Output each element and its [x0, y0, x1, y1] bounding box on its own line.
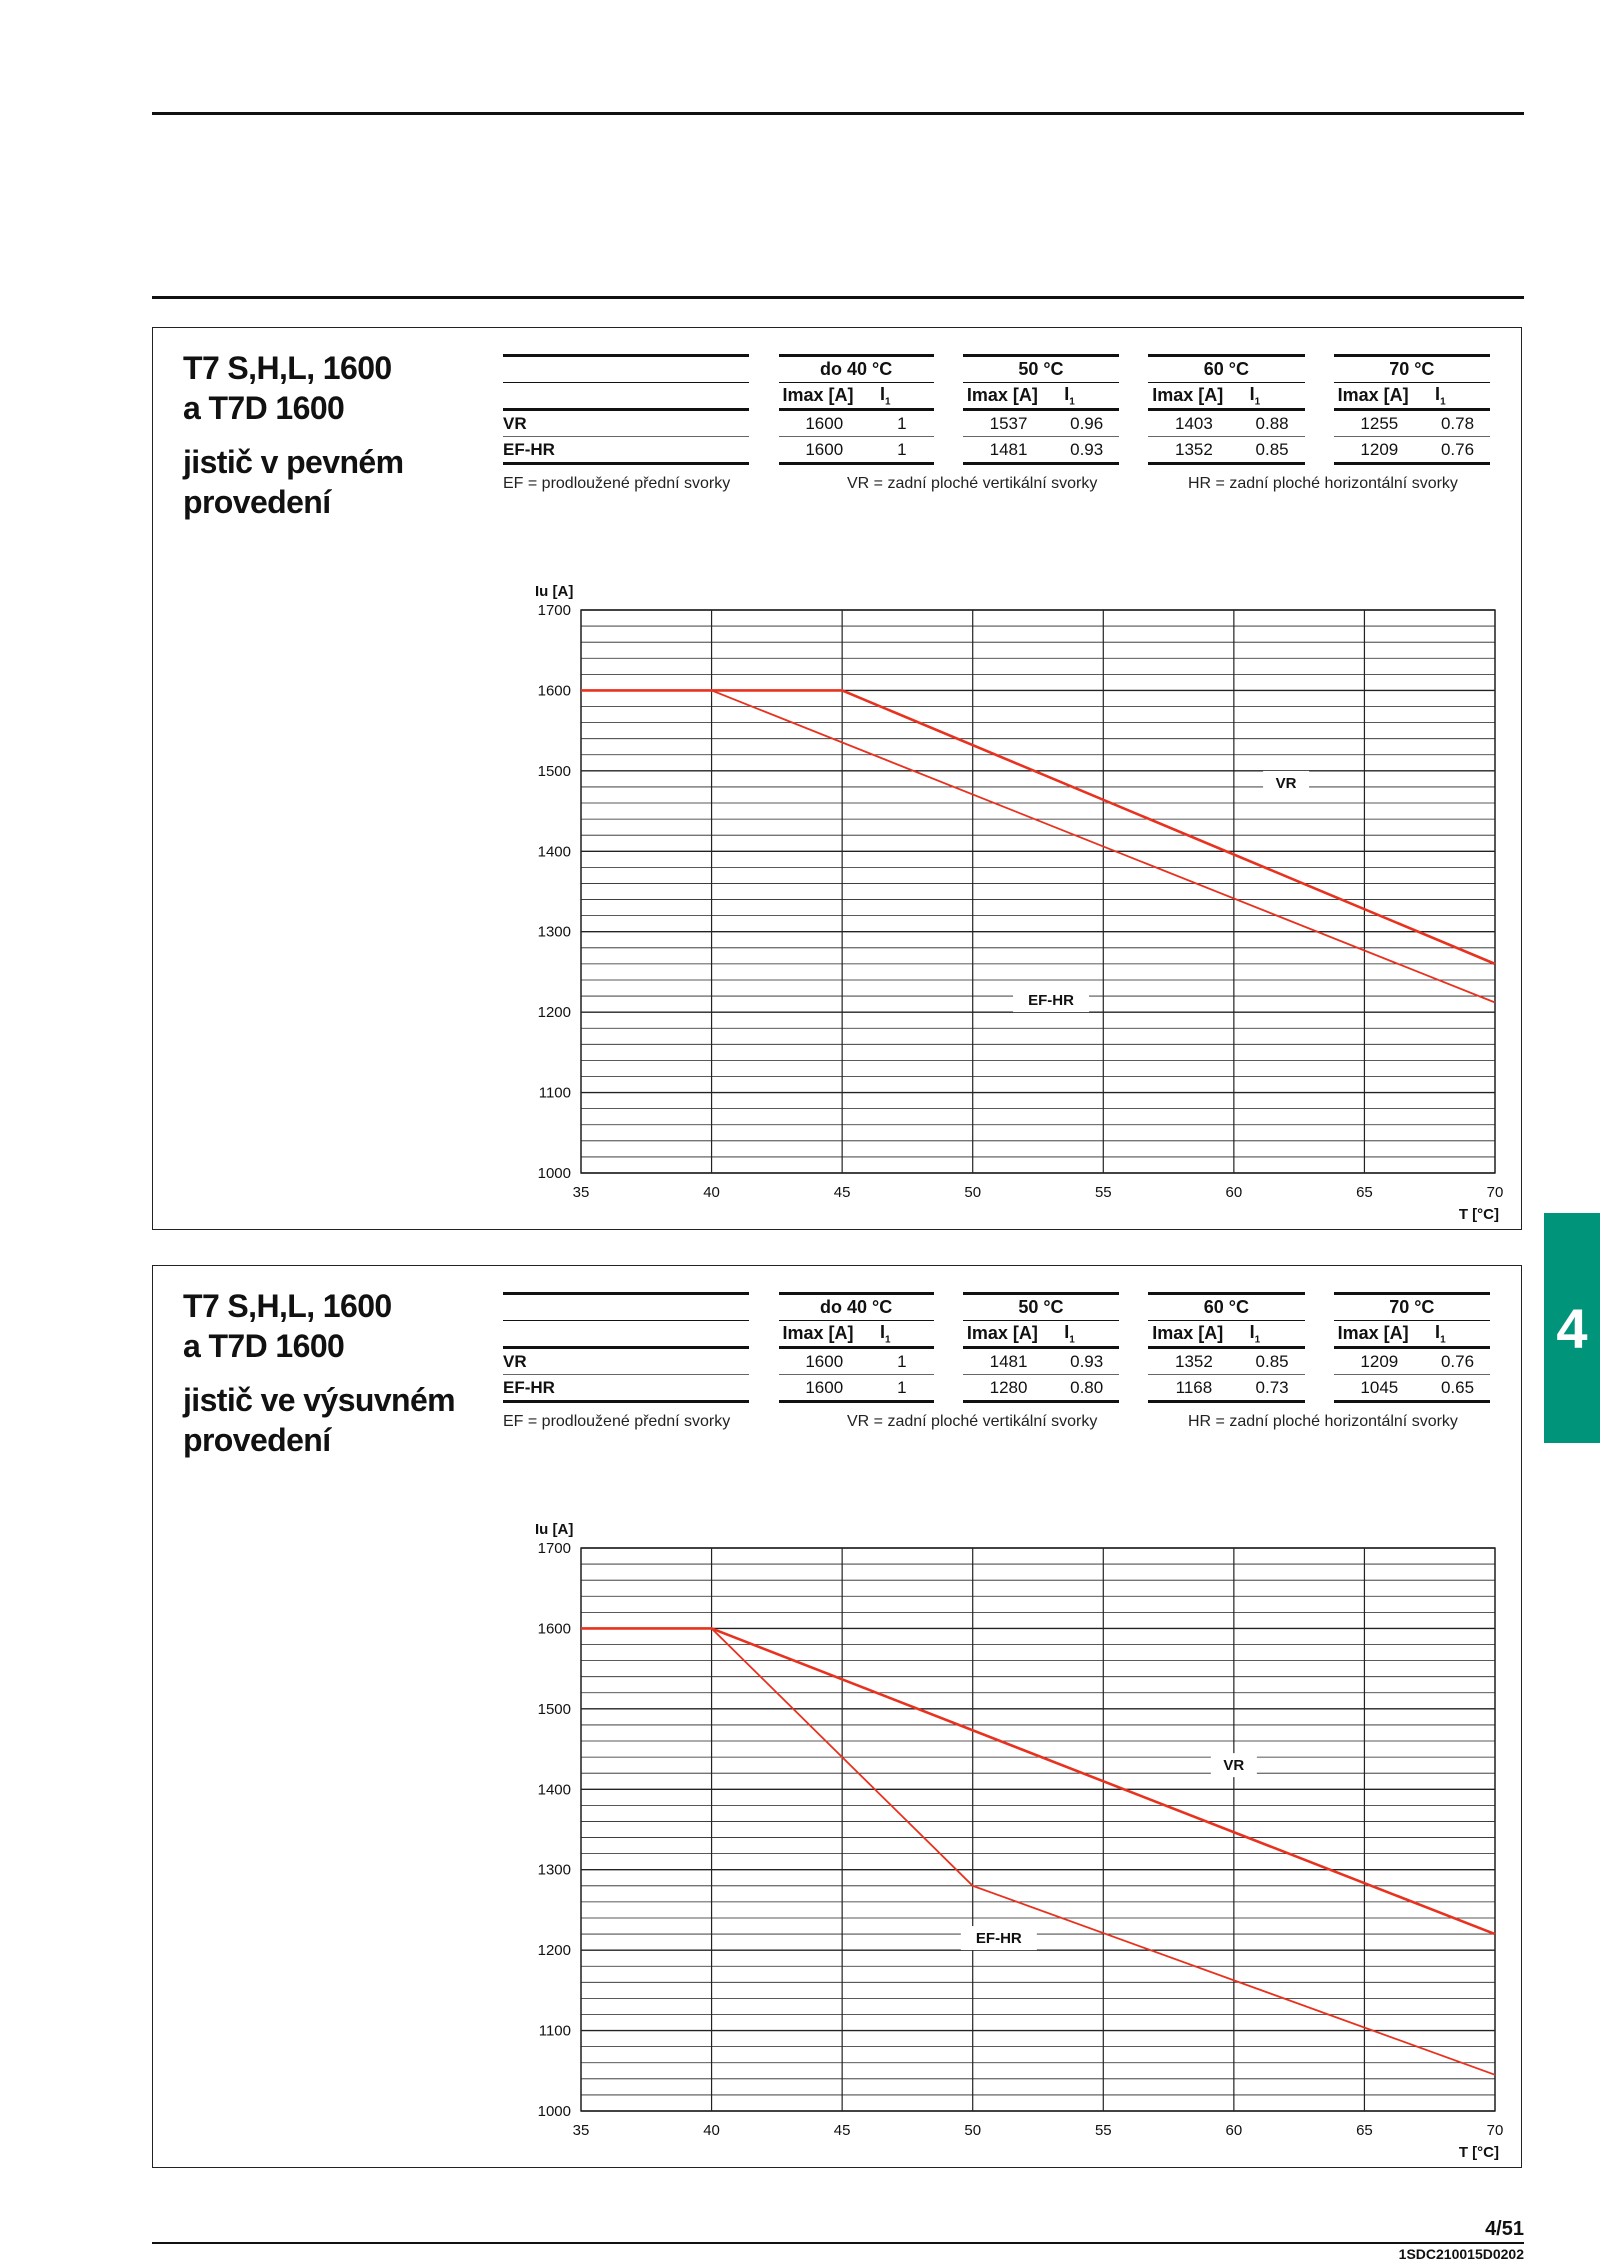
- i1-value: 0.65: [1425, 1375, 1490, 1402]
- imax-value: 1045: [1334, 1375, 1425, 1402]
- x-tick-label: 40: [703, 2122, 720, 2139]
- i1-value: 0.76: [1425, 437, 1490, 464]
- x-tick-label: 45: [833, 1184, 851, 1201]
- top-rule: [152, 112, 1524, 115]
- i1-subscript: 1: [1069, 396, 1075, 408]
- plot-group: [535, 1521, 1503, 2161]
- plot-frame: [581, 610, 1495, 1173]
- imax-value: 1255: [1334, 410, 1425, 437]
- i1-value: 0.80: [1054, 1375, 1119, 1402]
- temperature-header: 50 °C: [963, 1294, 1119, 1321]
- i1-value: 0.85: [1240, 437, 1305, 464]
- i1-value: 0.73: [1240, 1375, 1305, 1402]
- footer-rule: [152, 2242, 1524, 2244]
- terminal-note: VR = zadní ploché vertikální svorky: [847, 475, 1098, 492]
- i1-value: 1: [870, 437, 934, 464]
- i1-subscript: 1: [884, 396, 891, 408]
- x-tick-label: 50: [964, 1184, 982, 1201]
- y-tick-label: 1100: [538, 1084, 571, 1102]
- rating-table: [503, 354, 1490, 465]
- i1-value: 0.85: [1240, 1348, 1305, 1375]
- derating-chart: [493, 1504, 1504, 2161]
- temperature-header: do 40 °C: [779, 1294, 934, 1321]
- i1-header: [1425, 1321, 1490, 1348]
- chart-svg: [493, 1504, 1504, 2161]
- x-tick-label: 40: [703, 1184, 720, 1201]
- y-axis-label: Iu [A]: [535, 583, 574, 600]
- i1-header: [1054, 1321, 1119, 1348]
- chart-svg: [493, 566, 1504, 1223]
- y-tick-label: 1300: [537, 923, 571, 941]
- imax-header: Imax [A]: [1334, 1321, 1425, 1348]
- y-tick-label: 1700: [537, 602, 571, 619]
- series-label: VR: [1223, 1757, 1245, 1775]
- series-line-ef-hr: [581, 1628, 1495, 2074]
- i1-symbol: I: [1435, 1321, 1441, 1342]
- x-tick-label: 55: [1094, 2122, 1112, 2139]
- y-tick-label: 1200: [537, 1004, 571, 1022]
- i1-value: 1: [870, 1348, 934, 1375]
- imax-value: 1481: [963, 1348, 1054, 1375]
- imax-header: Imax [A]: [963, 383, 1054, 410]
- row-label: VR: [503, 410, 749, 437]
- panel-title: [183, 1286, 483, 1460]
- i1-header: [1240, 383, 1305, 410]
- y-tick-label: 1200: [537, 1942, 571, 1960]
- rating-table: [503, 1292, 1490, 1403]
- x-tick-label: 55: [1094, 1184, 1112, 1201]
- imax-header: Imax [A]: [779, 383, 870, 410]
- y-tick-label: 1100: [538, 2022, 571, 2040]
- x-axis-label: T [°C]: [1458, 2144, 1499, 2161]
- imax-header: Imax [A]: [779, 1321, 870, 1348]
- title-line: a T7D 1600: [183, 1328, 345, 1364]
- table-row: [503, 1348, 1490, 1375]
- x-tick-label: 45: [833, 2122, 851, 2139]
- y-tick-label: 1500: [537, 762, 571, 780]
- title-line: T7 S,H,L, 1600: [183, 1288, 392, 1324]
- i1-symbol: I: [879, 383, 885, 404]
- page-number: 4/51: [1485, 2218, 1524, 2240]
- imax-value: 1537: [963, 410, 1054, 437]
- row-label: VR: [503, 1348, 749, 1375]
- series-line-vr: [581, 1628, 1495, 1934]
- x-tick-label: 35: [572, 2122, 590, 2139]
- i1-header: [1054, 383, 1119, 410]
- y-axis-label: Iu [A]: [535, 1521, 574, 1538]
- x-tick-label: 70: [1486, 1184, 1504, 1201]
- temperature-header: 60 °C: [1148, 1294, 1304, 1321]
- terminal-note: EF = prodloužené přední svorky: [503, 475, 731, 492]
- i1-symbol: I: [1249, 383, 1255, 404]
- i1-value: 1: [870, 410, 934, 437]
- document-code: 1SDC210015D0202: [1398, 2246, 1524, 2262]
- imax-value: 1280: [963, 1375, 1054, 1402]
- terminal-note: EF = prodloužené přední svorky: [503, 1413, 731, 1430]
- terminal-note: HR = zadní ploché horizontální svorky: [1188, 1413, 1458, 1430]
- derating-panel: [152, 327, 1522, 1230]
- imax-value: 1600: [779, 1375, 870, 1402]
- table-subheader-row: [503, 383, 1490, 410]
- table-row: [503, 437, 1490, 464]
- i1-subscript: 1: [1440, 396, 1446, 408]
- subtitle-line: jistič v pevném: [183, 444, 404, 480]
- imax-value: 1600: [779, 437, 870, 464]
- y-tick-label: 1400: [537, 1781, 571, 1799]
- y-tick-label: 1000: [537, 2103, 571, 2120]
- subtitle-line: jistič ve výsuvném: [183, 1382, 456, 1418]
- x-tick-label: 65: [1356, 2122, 1373, 2139]
- y-tick-label: 1400: [537, 843, 571, 861]
- x-tick-label: 70: [1486, 2122, 1504, 2139]
- i1-header: [870, 383, 934, 410]
- table-subheader-row: [503, 1321, 1490, 1348]
- imax-value: 1352: [1148, 437, 1239, 464]
- terminal-note: HR = zadní ploché horizontální svorky: [1188, 475, 1458, 492]
- i1-subscript: 1: [1254, 396, 1261, 408]
- y-tick-label: 1500: [537, 1700, 571, 1718]
- temperature-header: 70 °C: [1334, 356, 1490, 383]
- imax-value: 1209: [1334, 1348, 1425, 1375]
- table-row: [503, 1375, 1490, 1402]
- imax-value: 1481: [963, 437, 1054, 464]
- y-tick-label: 1000: [537, 1165, 571, 1182]
- i1-value: 0.93: [1054, 437, 1119, 464]
- subtitle-line: provedení: [183, 484, 331, 520]
- i1-symbol: I: [1064, 383, 1070, 404]
- i1-value: 1: [870, 1375, 934, 1402]
- plot-group: [535, 583, 1503, 1223]
- imax-header: Imax [A]: [963, 1321, 1054, 1348]
- derating-chart: [493, 566, 1504, 1223]
- table-row: [503, 410, 1490, 437]
- plot-frame: [581, 1548, 1495, 2111]
- y-tick-label: 1600: [537, 682, 571, 700]
- i1-value: 0.88: [1240, 410, 1305, 437]
- i1-symbol: I: [879, 1321, 885, 1342]
- subtitle-line: provedení: [183, 1422, 331, 1458]
- terminal-note: VR = zadní ploché vertikální svorky: [847, 1413, 1098, 1430]
- x-tick-label: 35: [572, 1184, 590, 1201]
- i1-symbol: I: [1435, 383, 1441, 404]
- i1-value: 0.93: [1054, 1348, 1119, 1375]
- i1-subscript: 1: [1069, 1334, 1075, 1346]
- i1-value: 0.78: [1425, 410, 1490, 437]
- temperature-header: 60 °C: [1148, 356, 1304, 383]
- i1-header: [1240, 1321, 1305, 1348]
- i1-subscript: 1: [884, 1334, 891, 1346]
- row-label: EF-HR: [503, 437, 749, 464]
- i1-header: [870, 1321, 934, 1348]
- series-line-vr: [581, 690, 1495, 963]
- chapter-tab[interactable]: 4: [1544, 1213, 1600, 1443]
- title-line: T7 S,H,L, 1600: [183, 350, 392, 386]
- series-label: EF-HR: [975, 1930, 1022, 1948]
- imax-value: 1168: [1148, 1375, 1239, 1402]
- x-tick-label: 60: [1225, 1184, 1243, 1201]
- temperature-header: 70 °C: [1334, 1294, 1490, 1321]
- y-tick-label: 1700: [537, 1540, 571, 1557]
- table-header-row: [503, 356, 1490, 383]
- table-header-row: [503, 1294, 1490, 1321]
- y-tick-label: 1300: [537, 1861, 571, 1879]
- i1-header: [1425, 383, 1490, 410]
- imax-value: 1209: [1334, 437, 1425, 464]
- imax-header: Imax [A]: [1334, 383, 1425, 410]
- x-tick-label: 60: [1225, 2122, 1243, 2139]
- series-label: EF-HR: [1028, 992, 1074, 1010]
- i1-symbol: I: [1249, 1321, 1255, 1342]
- i1-symbol: I: [1064, 1321, 1070, 1342]
- imax-value: 1352: [1148, 1348, 1239, 1375]
- i1-subscript: 1: [1254, 1334, 1261, 1346]
- imax-value: 1600: [779, 410, 870, 437]
- derating-panel: [152, 1265, 1522, 2168]
- row-label: EF-HR: [503, 1375, 749, 1402]
- imax-value: 1403: [1148, 410, 1239, 437]
- imax-header: Imax [A]: [1148, 1321, 1239, 1348]
- x-tick-label: 50: [964, 2122, 982, 2139]
- temperature-header: do 40 °C: [779, 356, 934, 383]
- x-tick-label: 65: [1356, 1184, 1373, 1201]
- imax-header: Imax [A]: [1148, 383, 1239, 410]
- i1-value: 0.96: [1054, 410, 1119, 437]
- series-label: VR: [1275, 774, 1297, 792]
- x-axis-label: T [°C]: [1458, 1206, 1499, 1223]
- panel-title: [183, 348, 483, 522]
- temperature-header: 50 °C: [963, 356, 1119, 383]
- i1-subscript: 1: [1440, 1334, 1446, 1346]
- section-rule: [152, 296, 1524, 299]
- title-line: a T7D 1600: [183, 390, 345, 426]
- imax-value: 1600: [779, 1348, 870, 1375]
- y-tick-label: 1600: [537, 1620, 571, 1638]
- series-line-ef-hr: [581, 690, 1495, 1002]
- i1-value: 0.76: [1425, 1348, 1490, 1375]
